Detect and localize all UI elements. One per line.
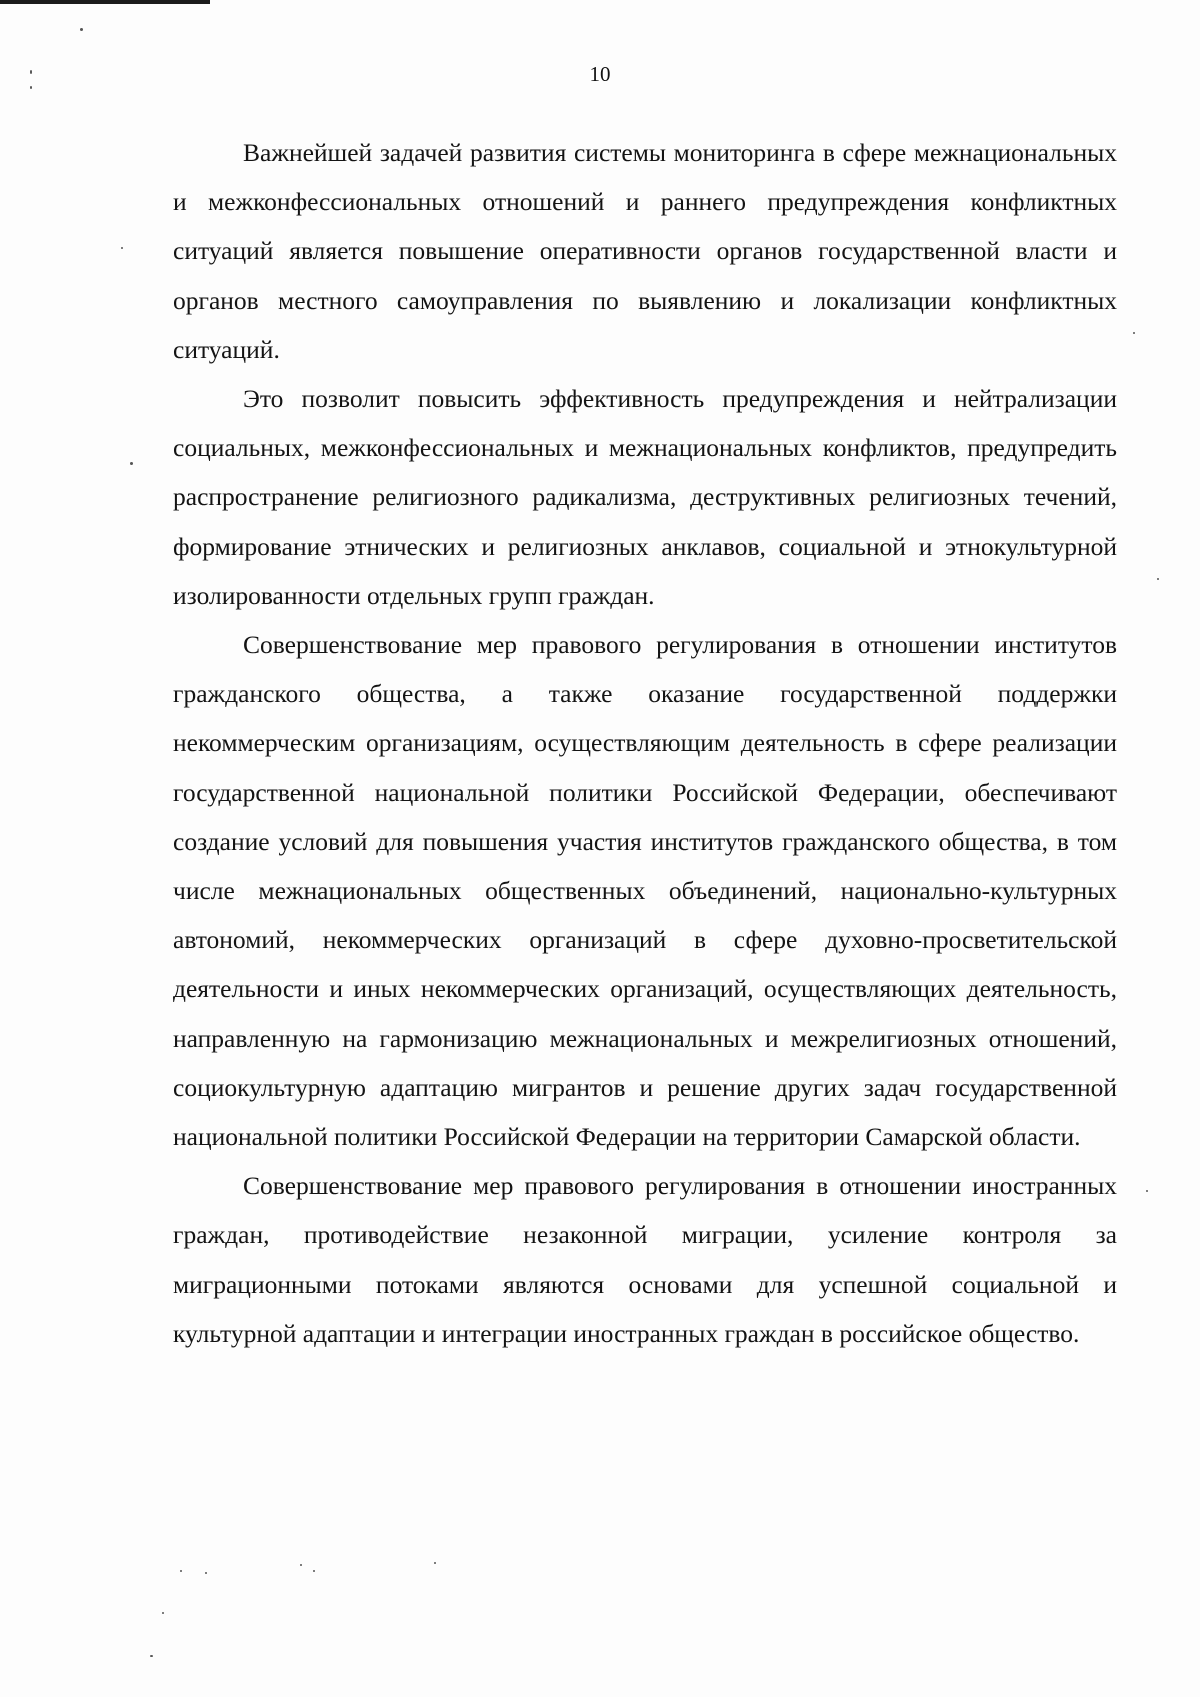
scan-speck	[162, 1612, 164, 1614]
scan-speck	[121, 247, 123, 249]
scan-edge-rule	[0, 0, 210, 4]
document-body	[173, 128, 1117, 1358]
page-number: 10	[589, 62, 611, 86]
paragraph-conflict-prevention: Это позволит повысить эффективность предупреждения и нейтрализации социальных, межконфессиональных и межнациональных конфликтов, предупредить распространение религиозного радикализма, деструктивных религиозных течений, формирование этнических и религиозных анклавов, социальной и этнокультурной изолированности отдельных групп граждан.	[173, 384, 1117, 610]
scan-speck	[300, 1564, 302, 1566]
scan-speck	[434, 1562, 436, 1564]
paragraph-civil-society: Совершенствование мер правового регулирования в отношении институтов гражданского общества, а также оказание государственной поддержки некоммерческим организациям, осуществляющим деятельность в сфере реализации государственной национальной политики Российской Федерации, обеспечивают создание условий для повышения участия институтов гражданского общества, в том числе межнациональных общественных объединений, национально-культурных автономий, некоммерческих организаций в сфере духовно-просветительской деятельности и иных некоммерческих организаций, осуществляющих деятельность, направленную на гармонизацию межнациональных и межрелигиозных отношений, социокультурную адаптацию мигрантов и решение других задач государственной национальной политики Российской Федерации на территории Самарской области.	[173, 630, 1117, 1152]
paragraph-foreign-citizens: Совершенствование мер правового регулирования в отношении иностранных граждан, противодействие незаконной миграции, усиление контроля за миграционными потоками являются основами для успешной социальной и культурной адаптации и интеграции иностранных граждан в российское общество.	[173, 1171, 1117, 1348]
scan-speck	[180, 1570, 182, 1572]
scan-speck	[30, 86, 32, 89]
scan-speck	[30, 70, 32, 74]
scan-speck	[150, 1655, 153, 1657]
scan-speck	[1133, 332, 1135, 334]
scan-speck	[313, 1570, 315, 1572]
scan-speck	[205, 1572, 207, 1574]
scan-speck	[1157, 578, 1159, 580]
scan-speck	[1146, 1190, 1148, 1192]
paragraph-monitoring: Важнейшей задачей развития системы мониторинга в сфере межнациональных и межконфессиональных отношений и раннего предупреждения конфликтных ситуаций является повышение оперативности органов государственной власти и органов местного самоуправления по выявлению и локализации конфликтных ситуаций.	[173, 138, 1117, 364]
scan-speck	[130, 462, 133, 465]
scan-speck	[80, 28, 83, 31]
